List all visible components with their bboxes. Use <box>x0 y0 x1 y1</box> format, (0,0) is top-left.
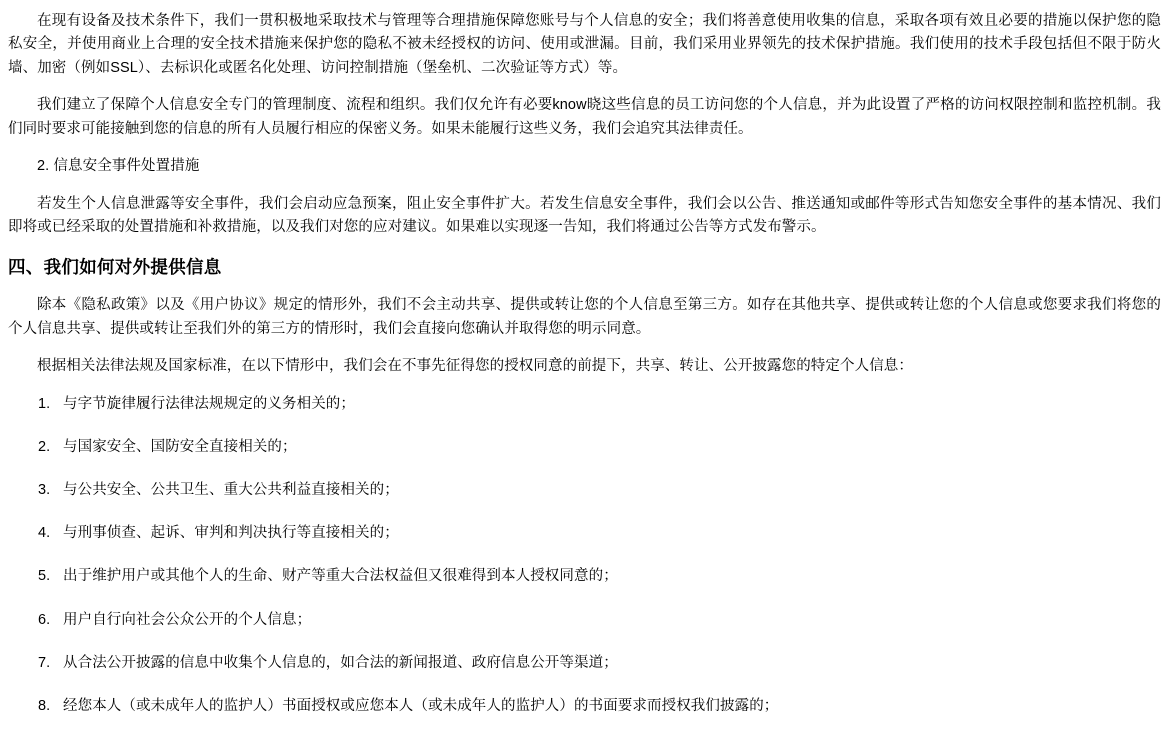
paragraph-third-party-sharing: 除本《隐私政策》以及《用户协议》规定的情形外，我们不会主动共享、提供或转让您的个人信息至第三方。如存在其他共享、提供或转让您的个人信息或您要求我们将您的个人信息共享、提供或转让至我们外的第三方的情形时，我们会直接向您确认并取得您的明示同意。 <box>8 297 1161 337</box>
list-item: 从合法公开披露的信息中收集个人信息的，如合法的新闻报道、政府信息公开等渠道； <box>63 654 618 671</box>
list-item: 与公共安全、公共卫生、重大公共利益直接相关的； <box>63 481 399 498</box>
list-item: 与字节旋律履行法律法规规定的义务相关的； <box>63 395 355 412</box>
list-item: 与刑事侦查、起诉、审判和判决执行等直接相关的； <box>63 525 399 542</box>
section-title-external-disclosure: 四、我们如何对外提供信息 <box>8 256 222 277</box>
paragraph-security-measures: 在现有设备及技术条件下，我们一贯积极地采取技术与管理等合理措施保障您账号与个人信息的安全；我们将善意使用收集的信息，采取各项有效且必要的措施以保护您的隐私安全，并使用商业上合理的安全技术措施来保护您的隐私不被未经授权的访问、使用或泄漏。目前，我们采用业界领先的技术保护措施。我们使用的技术手段包括但不限于防火墙、加密（例如SSL）、去标识化或匿名化处理、访问控制措施（堡垒机、二次验证等方式）等。 <box>8 13 1161 76</box>
list-item: 经您本人（或未成年人的监护人）书面授权或应您本人（或未成年人的监护人）的书面要求而授权我们披露的； <box>63 697 779 714</box>
disclosure-exception-list <box>8 393 1161 719</box>
list-item: 用户自行向社会公众公开的个人信息； <box>63 611 312 628</box>
subheading-incident-response: 2. 信息安全事件处置措施 <box>37 158 200 175</box>
paragraph-incident-notification: 若发生个人信息泄露等安全事件，我们会启动应急预案，阻止安全事件扩大。若发生信息安全事件，我们会以公告、推送通知或邮件等形式告知您安全事件的基本情况、我们即将或已经采取的处置措施和补救措施，以及我们对您的应对建议。如果难以实现逐一告知，我们将通过公告等方式发布警示。 <box>8 195 1161 236</box>
paragraph-management-system: 我们建立了保障个人信息安全专门的管理制度、流程和组织。我们仅允许有必要know晓这些信息的员工访问您的个人信息，并为此设置了严格的访问权限控制和监控机制。我们同时要求可能接触到您的信息的所有人员履行相应的保密义务。如果未能履行这些义务，我们会追究其法律责任。 <box>8 97 1161 137</box>
paragraph-legal-basis: 根据相关法律法规及国家标准，在以下情形中，我们会在不事先征得您的授权同意的前提下，共享、转让、公开披露您的特定个人信息： <box>37 358 913 375</box>
list-item: 出于维护用户或其他个人的生命、财产等重大合法权益但又很难得到本人授权同意的； <box>63 568 618 585</box>
list-item: 与国家安全、国防安全直接相关的； <box>63 438 297 455</box>
